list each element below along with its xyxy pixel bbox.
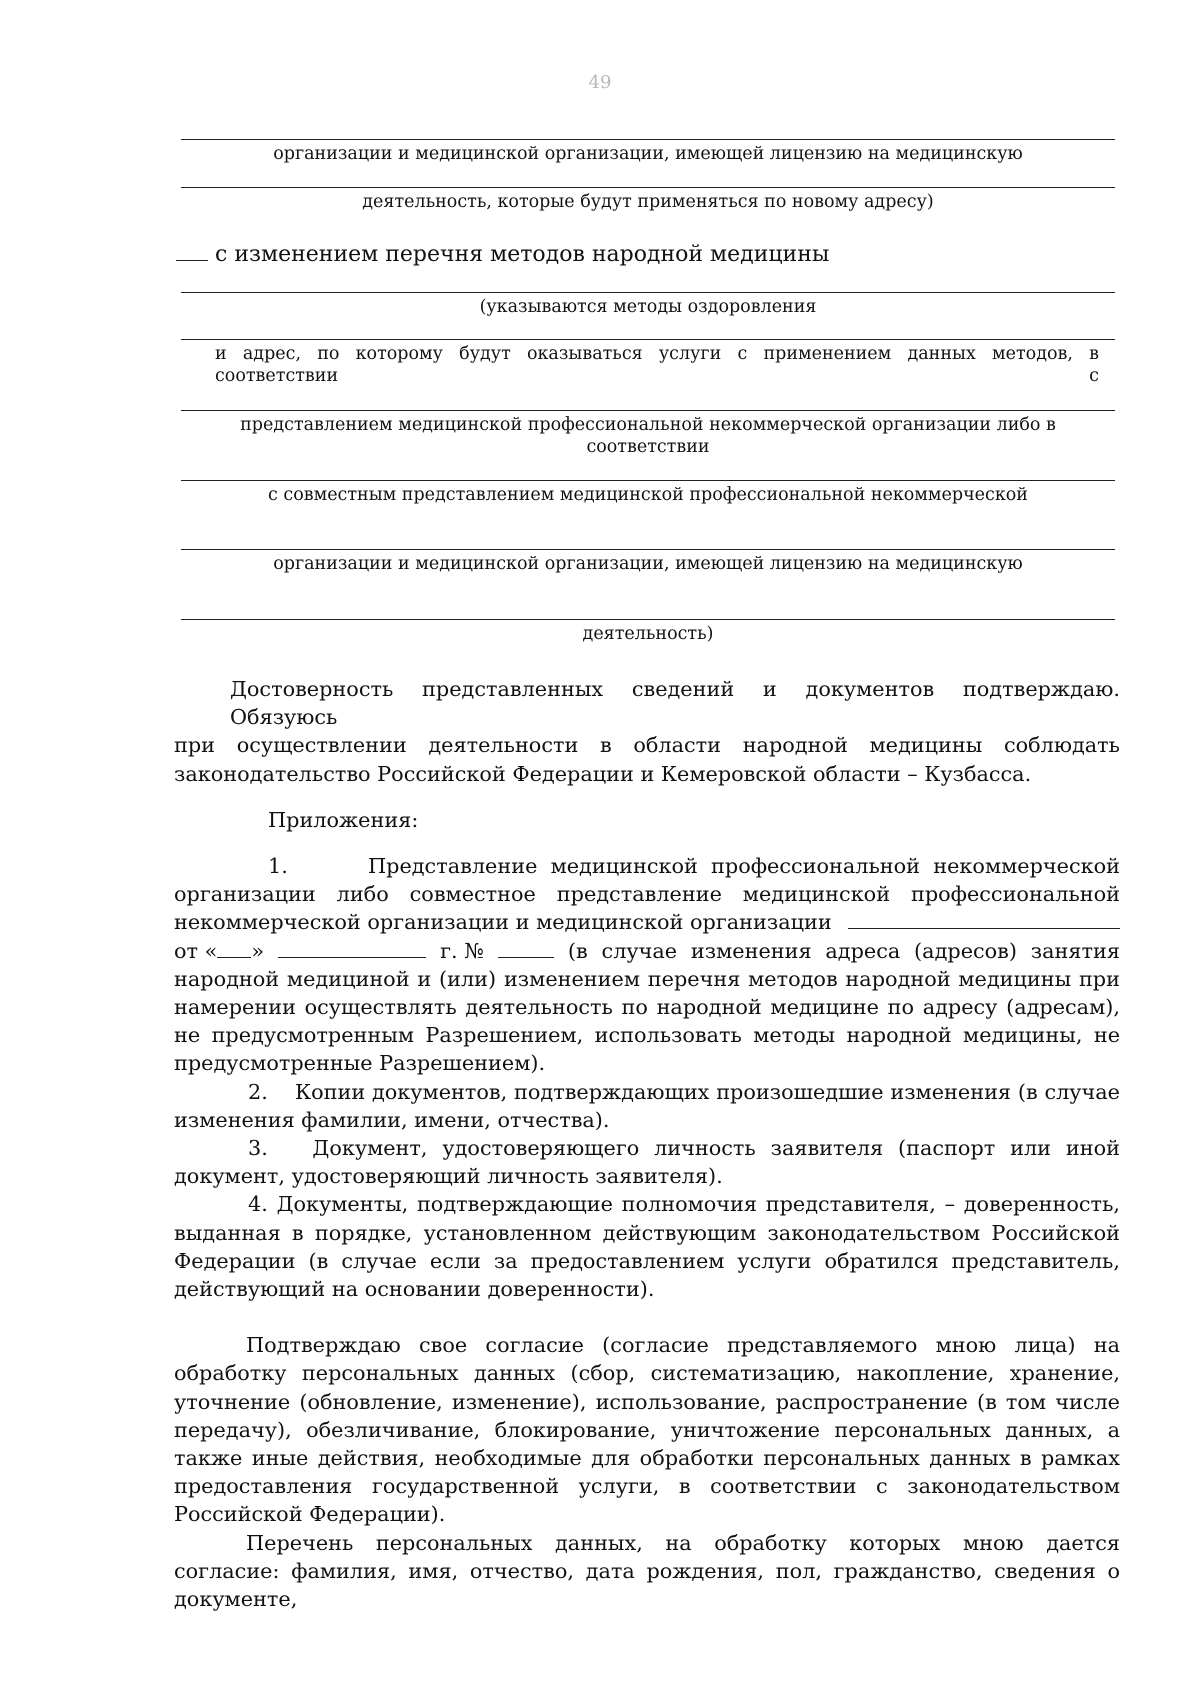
attachments-heading: Приложения: [268, 807, 419, 832]
item-text: некоммерческой организации и медицинской организации [174, 910, 832, 935]
month-blank[interactable] [278, 956, 426, 958]
fill-line[interactable] [181, 410, 1115, 411]
item-number: 2. [248, 1079, 268, 1104]
item-text: Представление медицинской профессиональной некоммерческой [368, 854, 1120, 879]
from-mid: » [251, 938, 265, 963]
item-text: Документы, подтверждающие полномочия представителя, – доверенность, выданная в порядке, установленном действующим законодательством Российской Федерации (в случае если за предоставлением услуги обратился представитель, действующий на основании доверенности). [174, 1192, 1120, 1302]
fill-line[interactable] [181, 549, 1115, 550]
field-caption: и адрес, по которому будут оказываться услуги с применением данных методов, в соответствии с [215, 344, 1099, 386]
from-prefix: от « [174, 938, 218, 963]
checkbox-blank[interactable] [176, 259, 208, 261]
fill-line[interactable] [181, 187, 1115, 188]
fill-line[interactable] [181, 139, 1115, 140]
confirmation-paragraph [174, 675, 1120, 788]
field-caption: деятельность) [582, 624, 714, 644]
document-body [174, 675, 1120, 1613]
item-text: (в случае изменения адреса (адресов) занятия [567, 938, 1120, 963]
field-caption: (указываются методы оздоровления [479, 297, 817, 317]
confirmation-line: при осуществлении деятельности в области народной медицины соблюдать [174, 733, 1120, 758]
attachment-item-1 [174, 852, 1120, 1078]
fill-line[interactable] [181, 292, 1115, 293]
methods-change-option [176, 241, 829, 269]
attachment-item-2 [174, 1078, 1120, 1134]
item-text: Копии документов, подтверждающих произошедшие изменения (в случае изменения фамилии, имени, отчества). [174, 1079, 1120, 1132]
personal-data-list-paragraph: Перечень персональных данных, на обработку которых мною дается согласие: фамилия, имя, отчество, дата рождения, пол, гражданство, сведения о документе, [174, 1530, 1120, 1612]
field-caption: деятельность, которые будут применяться по новому адресу) [362, 192, 934, 212]
day-blank[interactable] [217, 956, 251, 958]
page-number: 49 [588, 72, 612, 93]
attachment-item-3 [174, 1134, 1120, 1190]
fill-line[interactable] [181, 480, 1115, 481]
consent-paragraph: Подтверждаю свое согласие (согласие представляемого мною лица) на обработку персональных данных (сбор, систематизацию, накопление, хранение, уточнение (обновление, изменение), использование, распространение (в том числе передачу), обезличивание, блокирование, уничтожение персональных данных, а также иные действия, необходимые для обработки персональных данных в рамках предоставления государственной услуги, в соответствии с законодательством Российской Федерации). [174, 1333, 1120, 1527]
confirmation-line: законодательство Российской Федерации и Кемеровской области – Кузбасса. [174, 761, 1032, 786]
field-caption: организации и медицинской организации, имеющей лицензию на медицинскую [273, 144, 1023, 164]
item-text: народной медициной и (или) изменением перечня методов народной медицины при намерении осуществлять деятельность по народной медицине по адресу (адресам), не предусмотренным Разрешением, использовать методы народной медицины, не предусмотренные Разрешением). [174, 966, 1120, 1076]
item-text: Документ, удостоверяющего личность заявителя (паспорт или иной документ, удостоверяющий личность заявителя). [174, 1136, 1120, 1189]
field-caption: с совместным представлением медицинской профессиональной некоммерческой [268, 485, 1028, 505]
fill-line[interactable] [181, 619, 1115, 620]
number-blank[interactable] [498, 956, 554, 958]
year-label: г. № [440, 938, 484, 963]
field-caption: представлением медицинской профессиональной некоммерческой организации либо в соответствии [240, 415, 1056, 457]
item-number: 4. [248, 1192, 268, 1217]
organization-name-blank[interactable] [848, 927, 1120, 929]
attachment-item-4 [174, 1190, 1120, 1303]
option-label: с изменением перечня методов народной медицины [215, 242, 830, 267]
confirmation-line: Достоверность представленных сведений и документов подтверждаю. Обязуюсь [230, 677, 1120, 730]
item-number: 3. [248, 1136, 268, 1161]
fill-line[interactable] [181, 339, 1115, 340]
item-number: 1. [268, 854, 288, 879]
field-caption: организации и медицинской организации, имеющей лицензию на медицинскую [273, 554, 1023, 574]
item-text: организации либо совместное представление медицинской профессиональной [174, 882, 1120, 907]
